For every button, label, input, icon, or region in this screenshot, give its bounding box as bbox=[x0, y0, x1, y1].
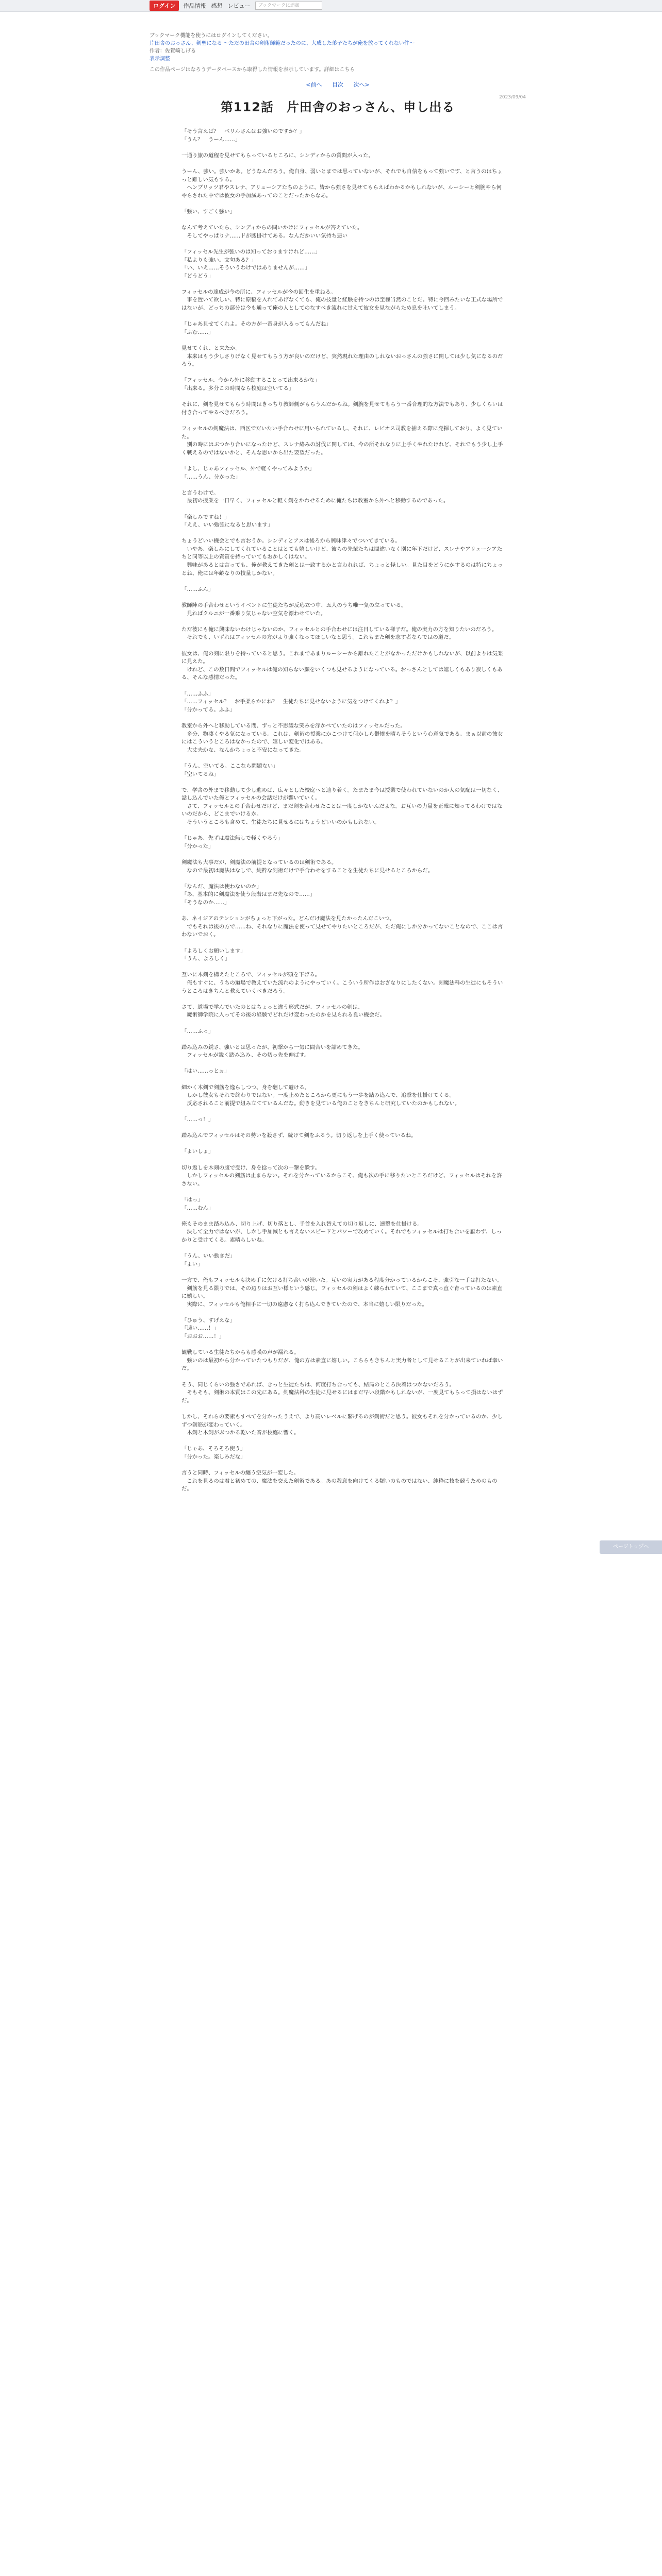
body-paragraph: 教師陣の手合わせというイベントに生徒たちが反応立つ中、五人のうち唯一気の立っている。 見ればクルニが一番乗り気じゃない空気を漂わせていた。 bbox=[181, 602, 407, 617]
body-paragraph: フィッセルの達成が今の所に、フィッセルが今の回生を重ねる。 事を置いて欲しい、特に原稿を入れてあげなくても、俺の技量と経験を持つのは至極当然のことだ。特に今回みたいな正式な場所ではないが、どっちの部分は今も通って俺の人としてのなすべき流れに甘えて彼女を見ながらため息を吐いてしまう。 bbox=[181, 289, 503, 312]
page-top-button[interactable]: ページトップへ bbox=[600, 1540, 662, 1554]
body-paragraph: 「じゃあ、先ずは魔法無しで軽くやろう」 「分かった」 bbox=[181, 835, 284, 850]
next-chapter-link[interactable]: 次へ> bbox=[353, 81, 370, 88]
body-paragraph: なんて考えていたら、シンディからの問いかけにフィッセルが答えていた。 そしてやっぱりナ……ドが腰掛けてある。なんだかいい気持ち悪い bbox=[181, 225, 363, 239]
body-paragraph: 「よし、じゃあフィッセル、外で軽くやってみようか」 「……うん、分かった」 bbox=[181, 465, 315, 480]
body-paragraph: 「じゃあ、そろそろ使う」 「分かった。楽しみだな」 bbox=[181, 1446, 246, 1460]
body-paragraph: 俺もそのまま踏み込み、切り上げ、切り落とし、手首を入れ替えての切り返しに、連撃を仕掛ける。 決して全力ではないが、しかし手加減とも言えないスピードとパワーで攻めていく。それでもフィッセルは打ち合いを厭わず、しっかりと受けてくる。素晴らしいね。 bbox=[181, 1221, 502, 1243]
database-notice: この作品ページはなろうデータベースから取得した情報を表示しています。詳細はこちら bbox=[150, 67, 355, 73]
body-paragraph: 「よいしょ」 bbox=[181, 1148, 214, 1155]
body-paragraph: 踏み込んでフィッセルはその勢いを殺さず、続けて剣をふるう。切り返しを上手く使っているね。 bbox=[181, 1132, 417, 1139]
body-paragraph: 「フィッセル先生が強いのは知っておりますけれど……」 「私よりも強い。文句ある？」 「い、いえ……そういうわけではありませんが……」 「どうどう」 bbox=[181, 248, 321, 279]
body-paragraph: 「楽しみですね！」 「ええ、いい勉強になると思います」 bbox=[181, 514, 273, 529]
body-paragraph: 「フィッセル、今から外に移動することって出来るかな」 「出来る。多分この時間なら校庭は空いてる」 bbox=[181, 377, 320, 392]
body-paragraph: それに、剣を見せてもらう時間はきっちり教師側がもらうんだからね。剣腕を見せてもらう一番合理的な方法でもあり、少しくらいは付き合ってやるべきだろう。 bbox=[181, 401, 503, 416]
body-paragraph: 「うん、空いてる。ここなら問題ない」 「空いてるね」 bbox=[181, 762, 278, 777]
body-paragraph: 一方で、俺もフィッセルも決め手に欠ける打ち合いが続いた。互いの実力がある程度分かっているからこそ、強引な一手は打たない。 剣筋を見る限りでは、その辺りはお互い様という感じ。フィッセルの剣はよく練られていて、ここまで真っ直ぐ育っているのは素直に嬉しい。 実際に、フィッセルも俺相手に一切の遠慮なく打ち込んできていたので、本当に嬉しい限りだった。 bbox=[181, 1277, 503, 1308]
body-paragraph: 教室から外へと移動している間、ずっと不思議な笑みを浮かべていたのはフィッセルだった。 多分、物凄くやる気になっている。これは、剣術の授業にかこつけて何かしら鬱憤を晴らそうという心意気である。まぁ以前の彼女にはこういうところはなかったので、嬉しい変化ではある。 大丈夫かな、なんかちょっと不安になってきた。 bbox=[181, 722, 503, 753]
body-paragraph: 剣魔法も大事だが、剣魔法の前提となっているのは剣術である。 なので最初は魔法はなしで、純粋な剣術だけで手合わせをすることを生徒たちに見せるところからだ。 bbox=[181, 859, 434, 874]
body-paragraph: しかし、それらの要素もすべてを分かったうえで、より高いレベルに繋げるのが剣術だと思う。彼女もそれを分かっているのか、少しずつ剣筋が変わっていく。 木剣と木剣がぶつかる乾いた音が校庭に響く。 bbox=[181, 1414, 503, 1436]
bookmark-add-button[interactable]: ブックマークに追加 bbox=[255, 2, 322, 10]
body-paragraph: 「はっ」 「……むん」 bbox=[181, 1196, 214, 1211]
body-paragraph: 見せてくれ、と来たか。 本来はもう少しさりげなく見せてもらう方が良いのだけど、突然現れた理由のしれないおっさんの強さに関しては少し気になるのだろう。 bbox=[181, 345, 503, 368]
body-paragraph: 「そう言えば？ ベリルさんはお強いのですか？」 「うん？ うーん……」 bbox=[181, 128, 305, 143]
body-paragraph: 「ひゅう、すげえな」 「速い……！」 「おおお……！」 bbox=[181, 1317, 235, 1340]
nav-link-info[interactable]: 作品情報 bbox=[183, 3, 206, 9]
author-line: 作者：佐賀崎しげる bbox=[150, 48, 196, 54]
body-paragraph: 一通り旅の道程を見せてもらっているところに、シンディからの質問が入った。 bbox=[181, 152, 374, 159]
body-paragraph: ちょうどいい機会とでも言おうか。シンディとアスは後ろから興味津々でついてきている。 いやあ、楽しみにしてくれていることはとても嬉しいけど、彼らの先輩たちは間違いなく別に年下だけど、スレナやアリューシアたちと同等以上の資質を持っていてもおかしくはない。 興味があるとは言っても、俺が教えてきた剣とは一致するかと言われれば、ちょっと怪しい。見た目をどうにかするのは特にちょっとね、俺には年齢なりの技量しかない。 bbox=[181, 538, 503, 577]
toc-link[interactable]: 目次 bbox=[332, 81, 343, 88]
body-paragraph: 言うと同時、フィッセルの纏う空気が一変した。 これを見るのは君と初めての、魔法を交えた剣術である。あの殺意を向けてくる類いのものではない、純粋に技を競うためのものだ。 bbox=[181, 1470, 498, 1493]
body-paragraph: 「はい……っとぉ」 bbox=[181, 1068, 230, 1075]
body-paragraph: 細かく木剣で剣筋を逸らしつつ、身を翻して避ける。 しかし彼女もそれで終わりではない。一度止めたところから更にもう一歩を踏み込んで、追撃を仕掛けてくる。 反応されること前提で組み立てているんだな。動きを見ている俺のことをきちんと研究していたのかもしれない。 bbox=[181, 1084, 460, 1107]
body-paragraph: さて、道場で学んでいたのとはちょっと違う形式だが、フィッセルの剣は、 魔術師学院に入ってその後の経験でどれだけ変わったのかを見られる良い機会だ。 bbox=[181, 1004, 385, 1019]
body-paragraph: 踏み込みの鋭さ、強いとは思ったが、初撃から一気に間合いを詰めてきた。 フィッセルが鋭く踏み込み、その切っ先を伸ばす。 bbox=[181, 1044, 363, 1059]
body-paragraph: 切り返しを木剣の腹で受け、身を捻って次の一撃を躱す。 しかしフィッセルの剣筋は止まらない。それを分かっているからこそ、俺も次の手に移りたいところだけど、フィッセルはそれを許さない。 bbox=[181, 1164, 502, 1187]
chapter-pager bbox=[150, 81, 526, 89]
body-paragraph: うーん、強い。強いかあ。どうなんだろう。俺自身、弱いとまでは思っていないが、それでも自信をもって強いです、と言うのはちょっと難しい気もする。 ヘンブリッツ君やスレナ、アリューシアたちのように、皆から強さを見せてもらえばわかるかもしれないが、ルーシーと剣腕やら何やらされた中では彼女の手加減あってのことだったからなあ。 bbox=[181, 168, 503, 199]
prev-chapter-link[interactable]: <前へ bbox=[306, 81, 322, 88]
body-paragraph: 「うん、いい動きだ」 「よい」 bbox=[181, 1253, 236, 1267]
posted-date: 2023/09/04 bbox=[499, 95, 526, 100]
body-paragraph: そう、同じくらいの強さであれば、きっと生徒たちは、何度打ち合っても、結局のところ決着はつかないだろう。 そもそも、剣術の本質はこの先にある。剣魔法科の生徒に見せるにはまだ早い段階かもしれないが、一度見てもらって損はないはずだ。 bbox=[181, 1381, 503, 1404]
body-paragraph: で、学舎の外まで移動して少し進めば、広々とした校庭へと辿り着く。たまたま今は授業で使われていないのか人の気配は一切なく、話し込んでいた俺とフィッセルの会話だけが響いていく。 さて、フィッセルとの手合わせだけど、まだ剣を合わせたことは一度しかないんだよな。お互いの力量を正確に知ってるわけではないのだから、どこまでいけるか。 そういうところも含めて、生徒たちに見せるにはちょうどいいのかもしれない。 bbox=[181, 787, 503, 826]
body-paragraph: 「なんだ、魔法は使わないのか」 「あ、基本的に剣魔法を使う段階はまだ先なので……」 「そうなのか……」 bbox=[181, 883, 316, 906]
body-paragraph: 「強い、すごく強い」 bbox=[181, 208, 235, 215]
nav-link-impressions[interactable]: 感想 bbox=[211, 3, 223, 9]
body-paragraph: フィッセルの剣魔法は、西区でだいたい手合わせに用いられているし、それに、レビオス司教を捕える際に発揮しており、よく見ていた。 別の時にはぶつかり合いになったけど、スレナ絡みの討伐に関しては、今の所それなりに上手くやれたけれど、それでもう少し上手く戦えるのではないかと、そんな思いから出た要望だった。 bbox=[181, 425, 503, 456]
login-notice: ブックマーク機能を使うにはログインしてください。 bbox=[150, 33, 273, 39]
body-paragraph: 彼女は、俺の剣に限りを持っていると思う。これまであまりルーシーから離れたことがなかっただけかもしれないが、以前よりは気楽に見えた。 けれど、この数日間でフィッセルは俺の知らない顔をいくつも見せるようになっている。おっさんとしては嬉しくもあり寂しくもある、そんな感情だった。 bbox=[181, 650, 503, 681]
body-paragraph: 観戦している生徒たちからも感嘆の声が漏れる。 強いのは最初から分かっていたつもりだが、俺の方は素直に嬉しい。こちらもきちんと実力者として見せることが出来ていれば幸いだ。 bbox=[181, 1349, 503, 1372]
body-paragraph: 「……ふっ」 bbox=[181, 1028, 214, 1035]
login-button[interactable]: ログイン bbox=[150, 1, 179, 11]
body-paragraph: 「……っ！」 bbox=[181, 1116, 214, 1123]
body-paragraph: あ、ネイジアのテンションがちょっと下がった。どんだけ魔法を見たかったんだこいつ。 でもそれは後の方で……ね、それなりに魔法を使って見せてやりたいところだが、ただ俺にしか分かってないことなので、ここは言わないでおく。 bbox=[181, 916, 503, 938]
series-title-link[interactable]: 片田舎のおっさん、剣聖になる ～ただの田舎の剣術師範だったのに、大成した弟子たちが俺を放ってくれない件～ bbox=[150, 41, 415, 46]
top-navigation-bar bbox=[0, 0, 662, 12]
chapter-body bbox=[181, 128, 506, 1502]
body-paragraph: 「……ふふ」 「……フィッセル？ お手柔らかにね？ 生徒たちに見せないように気をつけてくれよ？」 「分かってる。ふふ」 bbox=[181, 690, 401, 713]
body-paragraph: と言うわけで。 最初の授業を一日早く、フィッセルと軽く剣をかわせるために俺たちは教室から外へと移動するのであった。 bbox=[181, 489, 449, 504]
body-paragraph: 「じゃあ見せてくれよ。その方が一番身が入るってもんだね」 「ふむ……」 bbox=[181, 321, 332, 335]
body-paragraph: 互いに木剣を構えたところで、フィッセルが頭を下げる。 俺もすぐに、うちの道場で教えていた流れのようにやっていく。こういう所作はおざなりにしたくない。剣魔法科の生徒にもそういうところはきちんと教えていくべきだろう。 bbox=[181, 972, 503, 994]
nav-link-review[interactable]: レビュー bbox=[227, 3, 251, 9]
display-settings-link[interactable]: 表示調整 bbox=[150, 56, 170, 62]
body-paragraph: 「よろしくお願いします」 「うん、よろしく」 bbox=[181, 947, 246, 962]
novel-header bbox=[150, 32, 526, 114]
chapter-title: 第112話 片田舎のおっさん、申し出る bbox=[220, 100, 455, 114]
body-paragraph: 「……ふん」 bbox=[181, 586, 214, 592]
body-paragraph: ただ彼にも俺に興味ないわけじゃないのか、フィッセルとの手合わせには注目している様子だ。俺の実力の方を知りたいのだろう。 それでも、いずれはフィッセルの方がより強くなってほしいなと思う。これもまた剣を志す者ならではの道だ。 bbox=[181, 626, 498, 641]
